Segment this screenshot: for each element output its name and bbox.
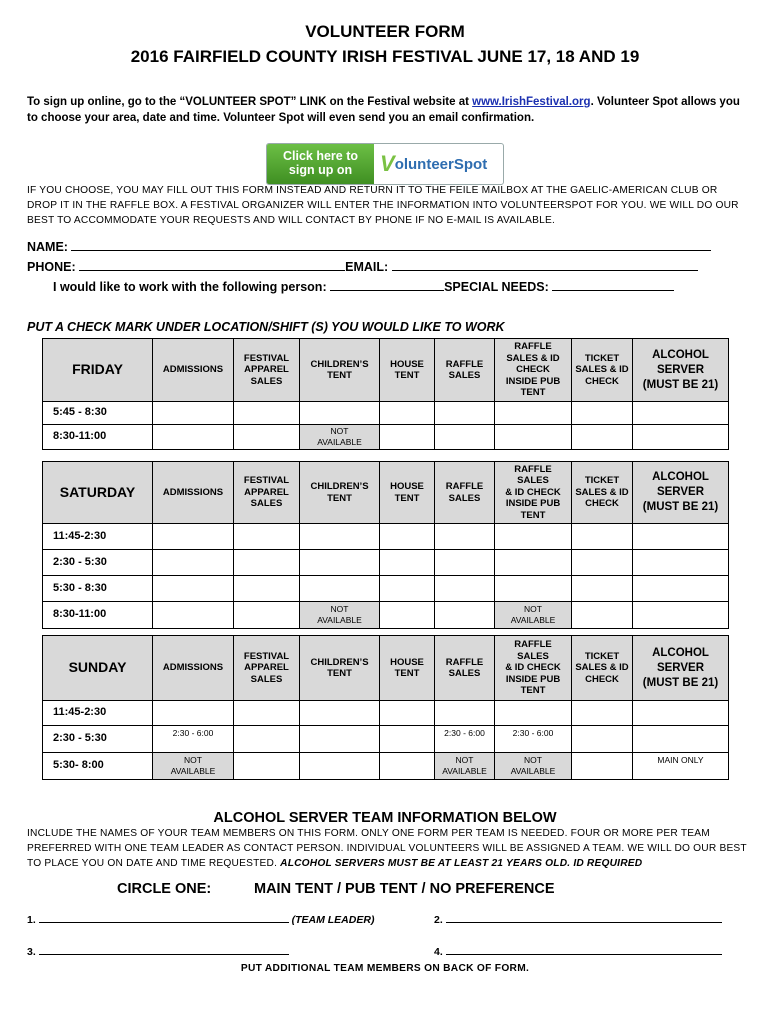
footer-note: PUT ADDITIONAL TEAM MEMBERS ON BACK OF FORM. <box>240 963 530 974</box>
instructions-paragraph: IF YOU CHOOSE, YOU MAY FILL OUT THIS FORM INSTEAD AND RETURN IT TO THE FEILE MAILBOX AT THE GAELIC-AMERICAN CLUB OR DROP IT IN THE RAFFLE BOX. A FESTIVAL ORGANIZER WILL ENTER THE INFORMATION INTO VOLUNTEERSPOT FOR YOU. WE WILL DO OUR BEST TO ACCOMMODATE YOUR REQUESTS AND WILL CONTACT BY PHONE IF NO E-MAIL IS AVAILABLE. <box>27 185 739 226</box>
col-admissions: ADMISSIONS <box>153 339 234 402</box>
check-cell[interactable] <box>435 524 495 550</box>
email-line[interactable] <box>392 270 698 271</box>
check-cell[interactable] <box>234 425 300 450</box>
phone-line[interactable] <box>79 270 345 271</box>
check-cell[interactable]: 2:30 - 6:00 <box>153 726 234 753</box>
not-available-cell: NOT AVAILABLE <box>495 753 572 780</box>
check-cell[interactable] <box>633 576 729 602</box>
member-3-line[interactable] <box>39 954 289 955</box>
check-cell[interactable] <box>153 701 234 726</box>
check-cell[interactable] <box>435 701 495 726</box>
form-subtitle: 2016 FAIRFIELD COUNTY IRISH FESTIVAL JUNE 17, 18 AND 19 <box>130 47 640 66</box>
intro-part2: . Volunteer Spot allows you to choose your area, date and time. Volunteer Spot will even send you an email confirmation. <box>27 96 740 124</box>
check-cell[interactable] <box>300 550 380 576</box>
check-cell[interactable] <box>633 602 729 629</box>
not-available-cell: NOT AVAILABLE <box>153 753 234 780</box>
check-cell[interactable] <box>572 576 633 602</box>
time-slot: 8:30-11:00 <box>43 602 153 629</box>
col-ticket: TICKET SALES & ID CHECK <box>572 462 633 524</box>
check-cell[interactable] <box>435 602 495 629</box>
check-cell[interactable] <box>300 576 380 602</box>
not-available-cell: NOT AVAILABLE <box>435 753 495 780</box>
col-house: HOUSE TENT <box>380 462 435 524</box>
not-available-cell: NOT AVAILABLE <box>495 602 572 629</box>
check-cell[interactable] <box>234 602 300 629</box>
name-line[interactable] <box>71 250 711 251</box>
check-cell[interactable] <box>300 524 380 550</box>
team-member-2 <box>434 914 722 926</box>
check-cell[interactable] <box>435 402 495 425</box>
check-cell[interactable] <box>153 402 234 425</box>
col-ticket: TICKET SALES & ID CHECK <box>572 339 633 402</box>
col-apparel: FESTIVAL APPAREL SALES <box>234 462 300 524</box>
check-cell[interactable] <box>300 402 380 425</box>
phone-label: PHONE: <box>27 260 76 274</box>
check-cell[interactable] <box>435 550 495 576</box>
special-needs-label: SPECIAL NEEDS: <box>444 280 549 294</box>
check-cell[interactable] <box>435 576 495 602</box>
check-cell[interactable] <box>153 550 234 576</box>
special-needs-line[interactable] <box>552 290 674 291</box>
team-member-4 <box>434 946 722 958</box>
name-label: NAME: <box>27 240 68 254</box>
check-cell[interactable] <box>572 726 633 753</box>
not-available-cell: NOT AVAILABLE <box>300 425 380 450</box>
check-cell[interactable] <box>572 524 633 550</box>
work-with-row <box>53 280 674 294</box>
col-raffle: RAFFLE SALES <box>435 339 495 402</box>
col-apparel: FESTIVAL APPAREL SALES <box>234 339 300 402</box>
name-field[interactable] <box>27 240 711 254</box>
member-4-number: 4. <box>434 946 443 958</box>
member-2-line[interactable] <box>446 922 722 923</box>
tent-preference-options[interactable]: MAIN TENT / PUB TENT / NO PREFERENCE <box>254 881 555 897</box>
member-4-line[interactable] <box>446 954 722 955</box>
check-cell[interactable] <box>234 726 300 753</box>
col-house: HOUSE TENT <box>380 636 435 701</box>
check-cell[interactable] <box>572 425 633 450</box>
check-cell[interactable] <box>572 701 633 726</box>
main-only-cell[interactable]: MAIN ONLY <box>633 753 729 780</box>
check-cell[interactable] <box>380 524 435 550</box>
check-cell[interactable] <box>234 576 300 602</box>
sunday-label: SUNDAY <box>43 636 153 701</box>
col-alcohol: ALCOHOL SERVER (MUST BE 21) <box>633 462 729 524</box>
logo-text: olunteerSpot <box>394 155 488 173</box>
check-cell[interactable] <box>633 550 729 576</box>
checkmark-heading: PUT A CHECK MARK UNDER LOCATION/SHIFT (S) YOU WOULD LIKE TO WORK <box>27 320 505 334</box>
member-1-number: 1. <box>27 914 36 926</box>
check-cell[interactable] <box>380 701 435 726</box>
check-cell[interactable] <box>300 753 380 780</box>
logo-v: V <box>380 151 395 176</box>
col-alcohol: ALCOHOL SERVER (MUST BE 21) <box>633 636 729 701</box>
festival-website-link[interactable]: www.IrishFestival.org <box>472 96 591 108</box>
check-cell[interactable] <box>633 425 729 450</box>
check-cell[interactable] <box>572 753 633 780</box>
col-raffle: RAFFLE SALES <box>435 636 495 701</box>
circle-one-label: CIRCLE ONE: <box>117 881 212 897</box>
check-cell[interactable] <box>380 576 435 602</box>
work-with-line[interactable] <box>330 290 444 291</box>
member-3-number: 3. <box>27 946 36 958</box>
member-1-line[interactable] <box>39 922 289 923</box>
friday-label: FRIDAY <box>43 339 153 402</box>
intro-part1: To sign up online, go to the “VOLUNTEER SPOT” LINK on the Festival website at <box>27 96 473 108</box>
check-cell[interactable] <box>234 550 300 576</box>
check-cell[interactable] <box>153 425 234 450</box>
member-2-number: 2. <box>434 914 443 926</box>
phone-email-row <box>27 260 698 274</box>
col-admissions: ADMISSIONS <box>153 462 234 524</box>
check-cell[interactable] <box>435 425 495 450</box>
intro-text <box>27 94 747 126</box>
alcohol-section-text <box>27 826 747 871</box>
time-slot: 11:45-2:30 <box>43 701 153 726</box>
volunteerspot-logo <box>374 144 503 184</box>
check-cell[interactable] <box>495 550 572 576</box>
check-cell[interactable] <box>153 576 234 602</box>
check-cell[interactable] <box>633 701 729 726</box>
check-cell[interactable] <box>153 602 234 629</box>
col-raffle: RAFFLE SALES <box>435 462 495 524</box>
check-cell[interactable] <box>300 726 380 753</box>
check-cell[interactable] <box>633 402 729 425</box>
check-cell[interactable] <box>633 524 729 550</box>
check-cell[interactable] <box>380 602 435 629</box>
form-title: VOLUNTEER FORM <box>305 22 465 41</box>
team-member-3 <box>27 946 289 958</box>
col-house: HOUSE TENT <box>380 339 435 402</box>
check-cell[interactable] <box>495 425 572 450</box>
time-slot: 5:30- 8:00 <box>43 753 153 780</box>
alcohol-text: INCLUDE THE NAMES OF YOUR TEAM MEMBERS ON THIS FORM. ONLY ONE FORM PER TEAM IS NEEDED. FOUR OR MORE PER TEAM PREFERRED WITH ONE TEAM LEADER AS CONTACT PERSON. INDIVIDUAL VOLUNTEERS WILL BE ASSIGNED A TEAM. WE WILL DO OUR BEST TO PLACE YOU ON DATE AND TIME REQUESTED. <box>27 828 747 869</box>
check-cell[interactable] <box>495 576 572 602</box>
time-slot: 5:30 - 8:30 <box>43 576 153 602</box>
time-slot: 2:30 - 5:30 <box>43 726 153 753</box>
team-member-1 <box>27 914 374 926</box>
check-cell[interactable] <box>572 402 633 425</box>
check-cell[interactable] <box>495 524 572 550</box>
col-alcohol: ALCOHOL SERVER (MUST BE 21) <box>633 339 729 402</box>
check-cell[interactable] <box>234 701 300 726</box>
check-cell[interactable] <box>572 602 633 629</box>
col-admissions: ADMISSIONS <box>153 636 234 701</box>
signup-line1: Click here to <box>282 149 359 163</box>
alcohol-emphasis: ALCOHOL SERVERS MUST BE AT LEAST 21 YEARS OLD. ID REQUIRED <box>280 858 643 869</box>
col-raffle-id: RAFFLE SALES & ID CHECK INSIDE PUB TENT <box>495 462 572 524</box>
friday-table <box>42 338 729 450</box>
time-slot: 2:30 - 5:30 <box>43 550 153 576</box>
check-cell[interactable] <box>380 753 435 780</box>
volunteer-spot-signup-button[interactable] <box>266 143 504 185</box>
signup-line2: sign up on <box>288 163 353 177</box>
check-cell[interactable] <box>495 402 572 425</box>
col-childrens: CHILDREN’S TENT <box>300 636 380 701</box>
check-cell[interactable]: 2:30 - 6:00 <box>495 726 572 753</box>
email-label: EMAIL: <box>345 260 389 274</box>
col-apparel: FESTIVAL APPAREL SALES <box>234 636 300 701</box>
team-leader-label: (TEAM LEADER) <box>291 914 375 926</box>
check-cell[interactable] <box>234 524 300 550</box>
saturday-label: SATURDAY <box>43 462 153 524</box>
check-cell[interactable] <box>153 524 234 550</box>
check-cell[interactable] <box>234 402 300 425</box>
check-cell[interactable] <box>234 753 300 780</box>
check-cell[interactable] <box>380 402 435 425</box>
not-available-cell: NOT AVAILABLE <box>300 602 380 629</box>
col-raffle-id: RAFFLE SALES & ID CHECK INSIDE PUB TENT <box>495 636 572 701</box>
sunday-table <box>42 635 729 780</box>
col-raffle-id: RAFFLE SALES & ID CHECK INSIDE PUB TENT <box>495 339 572 402</box>
check-cell[interactable] <box>633 726 729 753</box>
alcohol-section-heading: ALCOHOL SERVER TEAM INFORMATION BELOW <box>213 810 557 826</box>
check-cell[interactable]: 2:30 - 6:00 <box>435 726 495 753</box>
time-slot: 5:45 - 8:30 <box>43 402 153 425</box>
work-with-label: I would like to work with the following person: <box>53 280 327 294</box>
col-childrens: CHILDREN’S TENT <box>300 462 380 524</box>
col-childrens: CHILDREN’S TENT <box>300 339 380 402</box>
check-cell[interactable] <box>300 701 380 726</box>
check-cell[interactable] <box>380 550 435 576</box>
col-ticket: TICKET SALES & ID CHECK <box>572 636 633 701</box>
time-slot: 11:45-2:30 <box>43 524 153 550</box>
check-cell[interactable] <box>495 701 572 726</box>
check-cell[interactable] <box>380 425 435 450</box>
saturday-table <box>42 461 729 629</box>
check-cell[interactable] <box>572 550 633 576</box>
check-cell[interactable] <box>380 726 435 753</box>
time-slot: 8:30-11:00 <box>43 425 153 450</box>
